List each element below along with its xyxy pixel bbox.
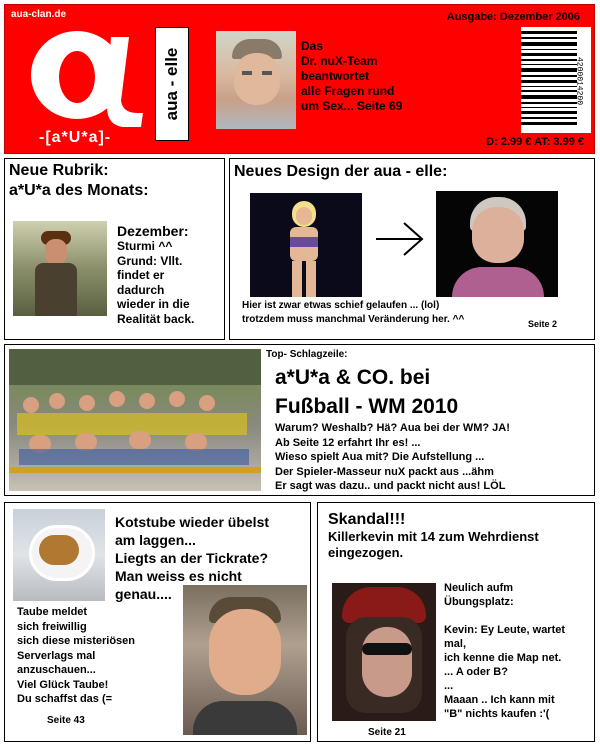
top-story-photo [9,349,261,491]
skandal-photo [332,583,436,721]
logo-subtitle: -[a*U*a]- [39,129,112,146]
site-url: aua-clan.de [11,9,67,20]
price: D: 2.99 € AT: 3.99 € [486,136,584,148]
vertical-title: aua - elle [162,47,181,121]
kotstube-section [4,502,311,742]
rubrik-text: Sturmi ^^ Grund: Vllt. findet er dadurch wieder in die Realität back. [117,239,195,326]
top-story-kicker: Top- Schlagzeile: [266,349,348,360]
design-page: Seite 2 [528,319,558,329]
design-photo-before [250,193,362,297]
logo [19,17,159,137]
cover-header [4,4,595,154]
top-story-section [4,344,595,496]
kotstube-page: Seite 43 [47,715,85,726]
top-story-headline: a*U*a & CO. bei Fußball - WM 2010 [275,366,459,418]
skandal-subtitle: Killerkevin mit 14 zum Wehrdienst eingezogen. [328,529,539,560]
vertical-title-box [155,27,189,141]
design-caption: Hier ist zwar etwas schief gelaufen ... (lol) trotzdem muss manchmal Veränderung her. ^^ [242,300,465,325]
issue-date: Ausgabe: Dezember 2006 [446,11,580,23]
skandal-text: Neulich aufm Übungsplatz: Kevin: Ey Leute, wartet mal, ich kenne die Map net. ... A oder B? ... Maaan .. Ich kann mit "B" nichts kaufen :'( [444,582,566,720]
skandal-page: Seite 21 [368,727,406,738]
kotstube-photo [13,509,105,601]
alpha-logo-icon [19,17,159,127]
design-title: Neues Design der aua - elle: [234,163,448,180]
top-story-text: Warum? Weshalb? Hä? Aua bei der WM? JA! Ab Seite 12 erfahrt Ihr es! ... Wieso spielt Aua mit? Die Aufstellung ... Der Spieler-Masseur nuX packt aus ...ähm Er sagt was dazu.. und packt nicht aus! LÖL [275,422,510,492]
rubrik-section [4,158,225,340]
rubrik-photo [13,221,107,316]
rubrik-title: Neue Rubrik: a*U*a des Monats: [9,162,149,199]
barcode-number: 4200014200 [574,56,584,106]
kotstube-portrait [183,585,307,735]
design-section [229,158,595,340]
skandal-title: Skandal!!! [328,511,406,528]
kotstube-headline: Kotstube wieder übelst am laggen... Liegts an der Tickrate? Man weiss es nicht genau.... [115,514,270,602]
barcode [521,27,591,133]
rubrik-month: Dezember: [117,223,189,239]
skandal-section [317,502,595,742]
cover-photo [216,31,296,129]
cover-teaser: Das Dr. nuX-Team beantwortet alle Fragen rund um Sex... Seite 69 [301,39,403,113]
arrow-right-icon [374,219,426,259]
design-photo-after [436,191,558,297]
design-arrow [374,219,426,264]
kotstube-text: Taube meldet sich freiwillig sich diese misteriösen Serverlags mal anzuschauen... Viel Glück Taube! Du schaffst das (= [17,606,135,705]
